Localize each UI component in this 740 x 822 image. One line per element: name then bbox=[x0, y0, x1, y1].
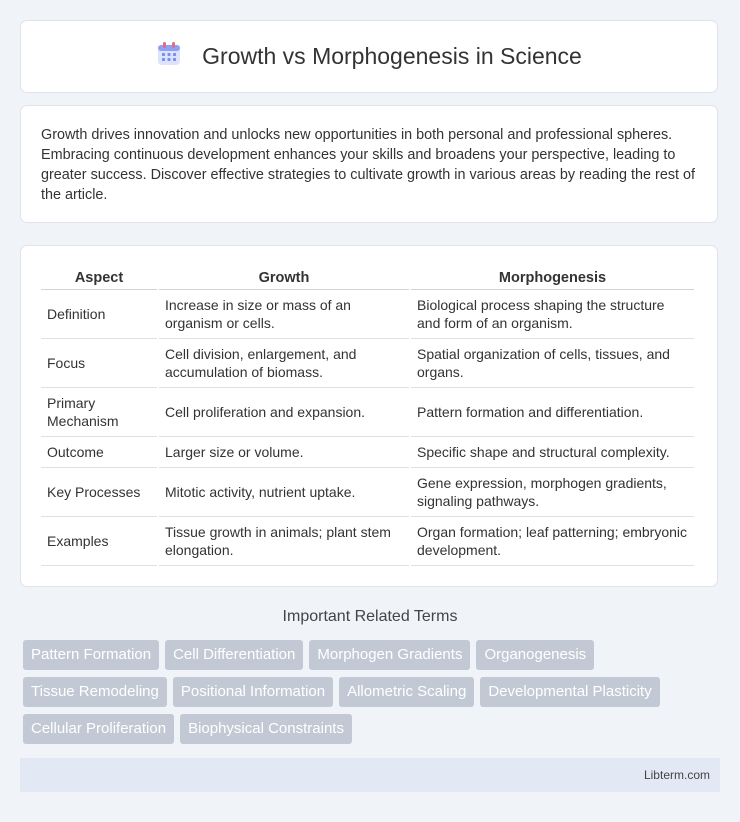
intro-paragraph: Growth drives innovation and unlocks new opportunities in both personal and professional spheres. Embracing continuous development enhances your skills and broadens your perspective, leading to greater success. Discover effective strategies to cultivate growth in various areas by reading the rest of the article. bbox=[41, 127, 696, 203]
footer bbox=[20, 758, 720, 792]
column-header-growth: Growth bbox=[159, 265, 409, 290]
table-row bbox=[41, 388, 694, 437]
growth-cell: Cell division, enlargement, and accumulation of biomass. bbox=[159, 339, 409, 388]
morphogenesis-cell: Pattern formation and differentiation. bbox=[411, 388, 694, 437]
comparison-table bbox=[39, 265, 696, 566]
morphogenesis-cell: Specific shape and structural complexity. bbox=[411, 437, 694, 468]
aspect-cell: Examples bbox=[41, 517, 157, 566]
term-chip[interactable]: Cellular Proliferation bbox=[23, 714, 174, 744]
aspect-cell: Primary Mechanism bbox=[41, 388, 157, 437]
term-chip[interactable]: Biophysical Constraints bbox=[180, 714, 352, 744]
column-header-morphogenesis: Morphogenesis bbox=[411, 265, 694, 290]
intro-card bbox=[20, 105, 718, 223]
term-row bbox=[23, 714, 723, 744]
column-header-aspect: Aspect bbox=[41, 265, 157, 290]
term-chip[interactable]: Positional Information bbox=[173, 677, 333, 707]
title-wrap bbox=[156, 41, 582, 72]
header-card bbox=[20, 20, 718, 93]
table-row bbox=[41, 339, 694, 388]
table-row bbox=[41, 517, 694, 566]
morphogenesis-cell: Organ formation; leaf patterning; embryonic development. bbox=[411, 517, 694, 566]
term-chip[interactable]: Pattern Formation bbox=[23, 640, 159, 670]
term-chip[interactable]: Tissue Remodeling bbox=[23, 677, 167, 707]
term-chip[interactable]: Allometric Scaling bbox=[339, 677, 474, 707]
comparison-table-card bbox=[20, 245, 718, 587]
term-chip[interactable]: Cell Differentiation bbox=[165, 640, 303, 670]
aspect-cell: Definition bbox=[41, 290, 157, 339]
footer-link[interactable]: Libterm.com bbox=[643, 768, 710, 782]
page-title: Growth vs Morphogenesis in Science bbox=[202, 43, 582, 69]
morphogenesis-cell: Spatial organization of cells, tissues, and organs. bbox=[411, 339, 694, 388]
aspect-cell: Key Processes bbox=[41, 468, 157, 517]
table-row bbox=[41, 468, 694, 517]
morphogenesis-cell: Gene expression, morphogen gradients, signaling pathways. bbox=[411, 468, 694, 517]
related-terms-heading: Important Related Terms bbox=[282, 608, 458, 625]
term-row bbox=[23, 640, 723, 670]
term-chip[interactable]: Organogenesis bbox=[476, 640, 594, 670]
growth-cell: Mitotic activity, nutrient uptake. bbox=[159, 468, 409, 517]
table-row bbox=[41, 437, 694, 468]
table-header-row bbox=[41, 265, 694, 290]
growth-cell: Cell proliferation and expansion. bbox=[159, 388, 409, 437]
aspect-cell: Focus bbox=[41, 339, 157, 388]
aspect-cell: Outcome bbox=[41, 437, 157, 468]
calendar-icon bbox=[156, 41, 182, 72]
table-row bbox=[41, 290, 694, 339]
term-row bbox=[23, 677, 723, 707]
term-chip[interactable]: Morphogen Gradients bbox=[309, 640, 470, 670]
term-chip[interactable]: Developmental Plasticity bbox=[480, 677, 659, 707]
growth-cell: Larger size or volume. bbox=[159, 437, 409, 468]
morphogenesis-cell: Biological process shaping the structure and form of an organism. bbox=[411, 290, 694, 339]
growth-cell: Increase in size or mass of an organism or cells. bbox=[159, 290, 409, 339]
growth-cell: Tissue growth in animals; plant stem elongation. bbox=[159, 517, 409, 566]
related-terms-list bbox=[23, 640, 723, 751]
